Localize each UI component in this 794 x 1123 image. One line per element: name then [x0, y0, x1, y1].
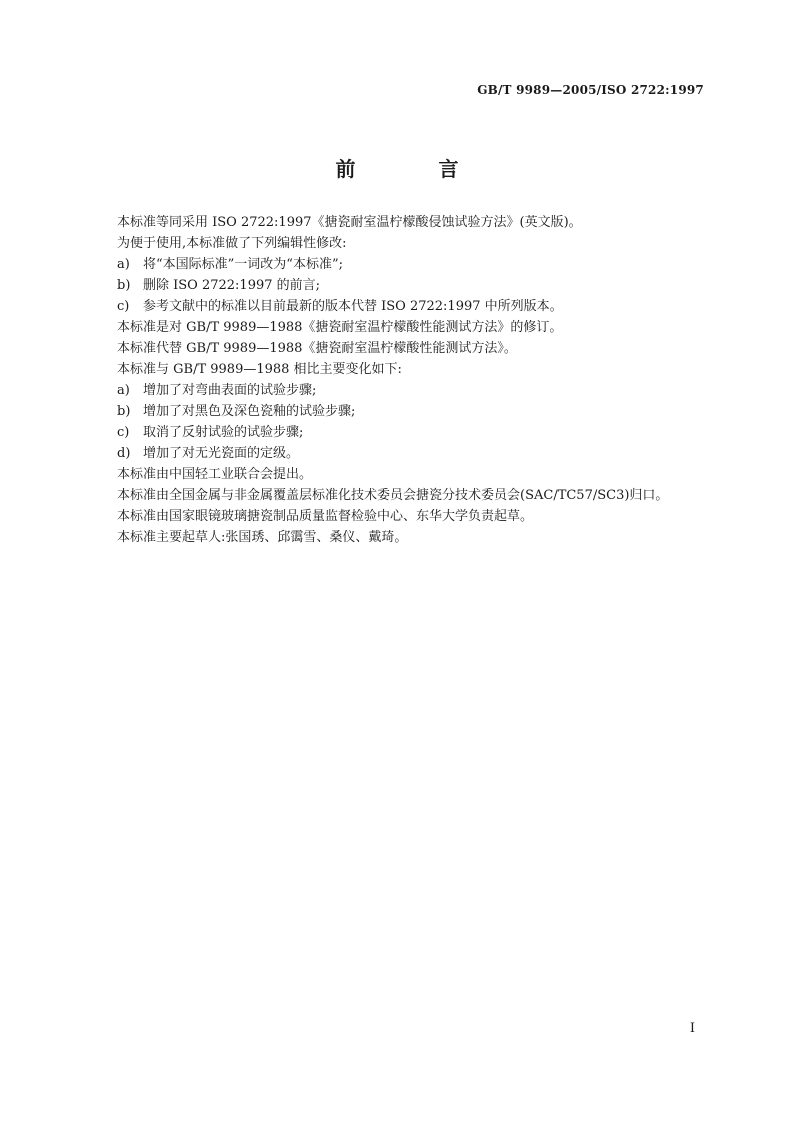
page-title: 前 言 — [335, 157, 497, 181]
list-item-text: 增加了对弯曲表面的试验步骤; — [143, 383, 317, 398]
list-marker: d) — [117, 446, 131, 461]
list-item — [117, 401, 717, 422]
list-item-text: 删除 ISO 2722:1997 的前言; — [143, 278, 321, 293]
paragraph-adoption: 本标准等同采用 ISO 2722:1997《搪瓷耐室温柠檬酸侵蚀试验方法》(英文版)。 — [117, 215, 582, 230]
paragraph-drafters: 本标准主要起草人:张国琇、邱霭雪、桑仪、戴琦。 — [117, 530, 408, 545]
list-item — [117, 422, 717, 443]
paragraph-changes-intro: 本标准与 GB/T 9989—1988 相比主要变化如下: — [117, 362, 402, 377]
list-marker: b) — [117, 404, 131, 419]
list-item-text: 将“本国际标准”一词改为“本标准”; — [143, 257, 343, 272]
list-marker: c) — [117, 299, 130, 314]
list-marker: b) — [117, 278, 131, 293]
standard-code: GB/T 9989—2005/ISO 2722:1997 — [477, 83, 704, 97]
list-marker: a) — [117, 383, 130, 398]
list-item-text: 取消了反射试验的试验步骤; — [143, 425, 304, 440]
paragraph-replaces: 本标准代替 GB/T 9989—1988《搪瓷耐室温柠檬酸性能测试方法》。 — [117, 341, 517, 356]
paragraph-technical-committee: 本标准由全国金属与非金属覆盖层标准化技术委员会搪瓷分技术委员会(SAC/TC57/SC3)归口。 — [117, 488, 669, 503]
list-item — [117, 254, 717, 275]
list-item-text: 增加了对黑色及深色瓷釉的试验步骤; — [143, 404, 356, 419]
list-marker: a) — [117, 257, 130, 272]
list-item-text: 参考文献中的标准以目前最新的版本代替 ISO 2722:1997 中所列版本。 — [143, 299, 563, 314]
page-number: I — [689, 1021, 695, 1036]
list-marker: c) — [117, 425, 130, 440]
list-item-text: 增加了对无光瓷面的定级。 — [143, 446, 300, 461]
paragraph-revision: 本标准是对 GB/T 9989—1988《搪瓷耐室温柠檬酸性能测试方法》的修订。 — [117, 320, 563, 335]
paragraph-drafting-units: 本标准由国家眼镜玻璃搪瓷制品质量监督检验中心、东华大学负责起草。 — [117, 509, 534, 524]
list-item — [117, 275, 717, 296]
list-item — [117, 443, 717, 464]
document-body — [117, 212, 717, 548]
list-item — [117, 296, 717, 317]
list-item — [117, 380, 717, 401]
paragraph-edit-intro: 为便于使用,本标准做了下列编辑性修改: — [117, 236, 347, 251]
paragraph-proposer: 本标准由中国轻工业联合会提出。 — [117, 467, 313, 482]
